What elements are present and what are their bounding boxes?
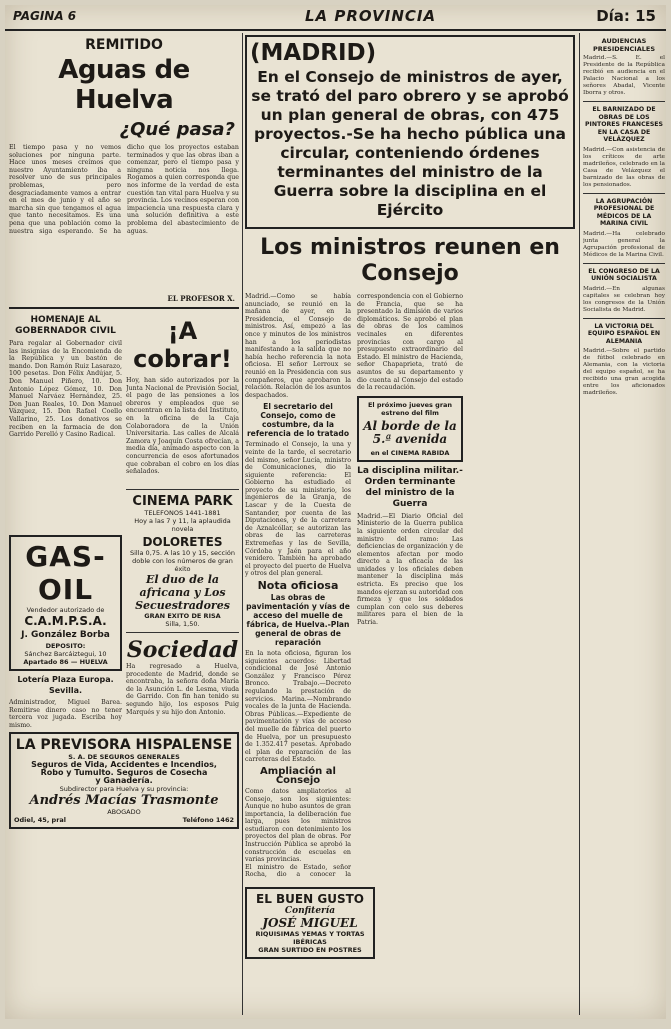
- previsora-sub: S. A. DE SEGUROS GENERALES: [68, 753, 180, 762]
- buen-gusto-line1: RIQUISIMAS YEMAS Y TORTAS IBÉRICAS: [255, 930, 365, 946]
- cinema-price: Silla, 1,50.: [165, 620, 200, 628]
- previsora-title: LA PREVISORA HISPALENSE: [15, 737, 233, 754]
- cobrar-headline: ¡A cobrar!: [133, 317, 232, 373]
- cinema-film2: El duo de la africana y Los Secuestradores: [135, 573, 230, 612]
- disciplina-subhead: La disciplina militar.-Orden terminante del ministro de la Guerra: [357, 465, 463, 509]
- previsora-name: Andrés Macías Trasmonte: [29, 793, 219, 809]
- column-right: [583, 35, 665, 1015]
- newspaper-name: LA PROVINCIA: [305, 7, 437, 25]
- ministros-body3: En la nota oficiosa, figuran los siguientes acuerdos: Libertad condicional de José Antonio González y Francisco Pérez Bronco. Trabajo.—Decreto regulando la prestación de servicios. Marina.—Nombrando vocales de la junta de Hacienda. Obras Públicas.—Expediente de pavimentación y vías de acceso del muelle de fábrica del puerto de Huelva, por un presupuesto de 1.352.417 pesetas. Aprobado el plan de reparación de las carreteras del Estado.: [245, 650, 351, 764]
- ministros-body4: Como datos ampliatorios al Consejo, son los siguientes: Aunque no hubo asuntos de gran importancia, la deliberación fue larga, pues los ministros estudiaron con detenimiento los proyectos del plan de obras. Por Instrucción Pública se aprobó la construcción de escuelas en varias provincias.: [245, 787, 351, 864]
- gasoil-address: Sánchez Barcáiztegui, 10: [24, 650, 107, 658]
- col3-body4: Madrid.—En algunas capitales se celebran hoy los congresos de la Unión Socialista de Madrid.: [583, 285, 665, 313]
- ministros-body1: Madrid.—Como se había anunciado, se reunió en la mañana de ayer, en la Presidencia, el Consejo de ministros. Así, empezó a las once y minutos de los ministros han a los periodistas manifestando a la salida que no había hecho referencia la nota oficiosa. El señor Lerroux se reunió en la Presidencia con sus compañeros, que aprobaron la relación. Relación de los asuntos despachados.: [245, 293, 351, 399]
- previsora-address: Odiel, 45, pral: [14, 816, 67, 825]
- victoria-heading: LA VICTORIA DEL EQUIPO ESPAÑOL EN ALEMANIA: [587, 322, 661, 345]
- nota-oficiosa-subhead: Nota oficiosa: [257, 579, 339, 592]
- gasoil-apartado: Apartado 86 — HUELVA: [23, 658, 108, 666]
- day-label: Día: 15: [596, 7, 656, 25]
- estreno-title: Al borde de la 5.ª avenida: [363, 418, 457, 446]
- gobernador-heading: HOMENAJE AL GOBERNADOR CIVIL: [15, 315, 116, 336]
- previsora-line3: y Ganadería.: [95, 776, 153, 786]
- aguas-question: ¿Qué pasa?: [119, 119, 235, 140]
- secretario-subhead: El secretario del Consejo, como de costumbre, da la referencia de lo tratado: [246, 402, 350, 439]
- divider: [583, 101, 665, 102]
- previsora-contact: [14, 816, 234, 824]
- sociedad-title: Sociedad: [126, 637, 239, 663]
- cinema-exito: GRAN EXITO DE RISA: [144, 612, 221, 620]
- col3-body1: Madrid.—S. E. el Presidente de la República recibió en audiencia en el Palacio Nacional a los señores Abadal, Vicente Iborra y otros.: [583, 55, 665, 96]
- col3-body2: Madrid.—Con asistencia de los críticos de arte madrileños, celebrado en la Casa de Velázquez el barnizado de las obras de los pensionados.: [583, 146, 665, 188]
- loteria-body: Administrador, Miguel Barea. Remitirse dinero caso no tener tercera voz jugada. Escriba hoy mismo.: [9, 699, 122, 729]
- gasoil-line1: Vendedor autorizado de: [26, 606, 105, 614]
- buen-gusto-sub: Confitería: [284, 906, 336, 916]
- gasoil-box: [9, 535, 122, 671]
- page-number: PAGINA 6: [13, 9, 77, 23]
- cinema-name: CINEMA PARK: [132, 494, 233, 509]
- aguas-body: El tiempo pasa y no vemos soluciones por ninguna parte. Hace unos meses creímos que nuestro Ayuntamiento iba a resolver uno de sus principales problemas, pero desgraciadamente vamos a entrar en el mes de junio y el año se marcha sin que tengamos el agua que tanto necesitamos. Es una pena que una población como la nuestra siga esperando. Se ha dicho que los proyectos estaban terminados y que las obras iban a comenzar, pero el tiempo pasa y ninguna noticia nos llega. Rogamos a quien corresponda que nos informe de la verdad de esta cuestión tan vital para Huelva y su provincia. Los vecinos esperan con impaciencia una respuesta clara y una solución definitiva a este problema del abastecimiento de aguas.: [9, 144, 239, 235]
- cinema-park-ad: [126, 494, 239, 533]
- divider: [9, 307, 239, 309]
- loteria-title: Lotería Plaza Europa. Sevilla.: [17, 675, 114, 695]
- gasoil-deposito: DEPOSITO:: [45, 642, 86, 650]
- previsora-line1: Seguros de Vida, Accidentes e Incendios,: [31, 760, 217, 770]
- ministros-body2: Terminado el Consejo, la una y veinte de la tarde, el secretario del mismo, señor Lucía, ministro de Comunicaciones, dio la siguiente referencia: El Gobierno ha estudiado el proyecto de su ministerio, los ingenieros de la Granja, de Lascar y de la Cuesta de Santander, por cuenta de las Diputaciones, y de la carretera de Aznalcóllar, se autorizan las obras de las carreteras Extremeñas y las de Sevilla, Córdoba y Jaén para el año venidero. También ha aprobado el proyecto del puerto de Huelva y otros del plan general.: [245, 441, 351, 578]
- aguas-headline: Aguas de Huelva: [58, 55, 190, 115]
- divider: [126, 489, 239, 490]
- cinema-film: DOLORETES: [142, 535, 223, 549]
- column-rule: [242, 33, 243, 1015]
- lead-headline: En el Consejo de ministros de ayer, se trató del paro obrero y se aprobó un plan general de obras, con 475 proyectos.-Se ha hecho pública una circular, conteniendo órdenes terminantes del ministro de la Guerra sobre la disciplina en el Ejército: [251, 68, 569, 219]
- column-left: [9, 35, 239, 1015]
- buen-gusto-line2: GRAN SURTIDO EN POSTRES: [258, 946, 362, 954]
- ampliacion-subhead: Ampliación al Consejo: [260, 765, 336, 786]
- cinema-phone: TELEFONOS 1441-1881: [144, 509, 221, 517]
- estreno-place: en el CINEMA RABIDA: [370, 448, 450, 457]
- cinema-note: Hoy a las 7 y 11, la aplaudida novela: [134, 517, 231, 533]
- remitido-kicker: REMITIDO: [85, 37, 163, 53]
- sociedad-body: Ha regresado a Huelva, procedente de Madrid, donde se encontraba, la señora doña María de la Asunción L. de Lesma, viuda de Garrido. Con fin han tenido su segundo hijo, los esposos Puig Marqués y su hijo don Antonio.: [126, 663, 239, 716]
- barnizado-heading: EL BARNIZADO DE OBRAS DE LOS PINTORES FRANCESES EN LA CASA DE VELÁZQUEZ: [585, 106, 663, 143]
- previsora-phone: Teléfono 1462: [182, 816, 234, 825]
- divider: [126, 632, 239, 633]
- estreno-box: [357, 396, 463, 462]
- divider: [583, 193, 665, 194]
- col3-body3: Madrid.—Ha celebrado junta general la Agrupación profesional de Médicos de la Marina Civil.: [583, 230, 665, 258]
- cinema-program: [126, 535, 239, 729]
- obras-subhead: Las obras de pavimentación y vías de acceso del muelle de fábrica, de Huelva.-Plan general de obras de reparación: [246, 593, 350, 647]
- previsora-sub2: Subdirector para Huelva y su provincia:: [59, 785, 189, 794]
- previsora-line2: Robo y Tumulto. Seguros de Cosecha: [40, 768, 208, 778]
- audiencias-heading: AUDIENCIAS PRESIDENCIALES: [592, 37, 656, 53]
- divider: [583, 263, 665, 264]
- congreso-heading: EL CONGRESO DE LA UNIÓN SOCIALISTA: [588, 267, 660, 282]
- column-center: [245, 35, 575, 1015]
- col3-body5: Madrid.—Sobre el partido de fútbol celebrado en Alemania, con la victoria del equipo español, se ha recibido una gran acogida entre los aficionados madrileños.: [583, 348, 665, 396]
- masthead: [5, 5, 666, 31]
- gasoil-ad: [9, 535, 122, 729]
- divider: [583, 318, 665, 319]
- buen-gusto-name: JOSÉ MIGUEL: [262, 916, 358, 930]
- gasoil-name: J. González Borba: [21, 630, 110, 640]
- mid-row-2: [9, 535, 239, 729]
- gasoil-brand: C.A.M.P.S.A.: [24, 614, 107, 628]
- estreno-kicker: El próximo jueves gran estreno del film: [367, 400, 453, 417]
- ministros-body6: Madrid.—El Diario Oficial del Ministerio de la Guerra publica la siguiente orden circular del ministro del ramo: Las deficiencias de organización y de elementos afectan por modo directo a la eficacia de las unidades y los oficiales deben mantener la disciplina más estricta. Es preciso que los mandos ejerzan su autoridad con firmeza y que los soldados cumplan con celo sus deberes militares para el bien de la Patria.: [357, 512, 464, 627]
- lead-story-frame: [245, 35, 575, 229]
- buen-gusto-ad: [245, 887, 375, 959]
- gasoil-title: GAS-OIL: [25, 540, 106, 606]
- cobrar-block: [126, 313, 239, 535]
- cinema-details: Silla 0,75. A las 10 y 15, sección doble con los números de gran éxito: [129, 549, 236, 573]
- mid-row-1: [9, 313, 239, 535]
- previsora-role: ABOGADO: [107, 808, 141, 817]
- ministros-body5: El ministro de Estado, señor Rocha, dio a conocer la correspondencia con el Gobierno de Francia, que se ha presentado la dimisión de varios diplomáticos. Se aprobó el plan de obras de los caminos vecinales en diferentes provincias con cargo al presupuesto extraordinario del Estado. El ministro de Hacienda, señor Chapaprieta, trató de asuntos de su departamento y dio cuenta al Consejo del estado de la recaudación.: [245, 293, 463, 879]
- previsora-ad: [9, 732, 239, 829]
- agrupacion-heading: LA AGRUPACIÓN PROFESIONAL DE MÉDICOS DE LA MARINA CIVIL: [593, 197, 655, 227]
- gobernador-body: Para regalar al Gobernador civil las insignias de la Encomienda de la República y un bastón de mando. Don Ramón Ruiz Lasarazo, 100 pesetas. Don Félix Andújar, 5. Don Manuel Piñero, 10. Don Antonio López Gómez, 10. Don Manuel Narváez Hernández, 25. Don Juan Reales, 10. Don Manuel Vázquez, 15. Don Rafael Coello Vallarino, 25. Los donativos se reciben en la farmacia de don Garrido Perelló y Casino Radical.: [9, 340, 122, 439]
- lead-kicker: (MADRID): [250, 40, 377, 66]
- newspaper-page: [5, 5, 666, 1019]
- ministros-article: [245, 293, 575, 883]
- buen-gusto-title: EL BUEN GUSTO: [256, 892, 364, 906]
- cobrar-body: Hoy, han sido autorizados por la Junta Nacional de Previsión Social, el pago de las pensiones a los obreros y empleados que se encuentran en la lista del Instituto, en la oficina de la Caja Colaboradora de la Unión Universitaria. Las calles de Alcalá Zamora y Joaquín Costa ofrecían, a media día, animado aspecto con la concurrencia de esos afortunados que cobraban el cobro en los días señalados.: [126, 377, 239, 476]
- gobernador-block: [9, 313, 122, 535]
- ministros-headline: Los ministros reunen en Consejo: [260, 235, 560, 286]
- aguas-signature: EL PROFESOR X.: [167, 294, 235, 303]
- column-rule: [579, 33, 580, 1015]
